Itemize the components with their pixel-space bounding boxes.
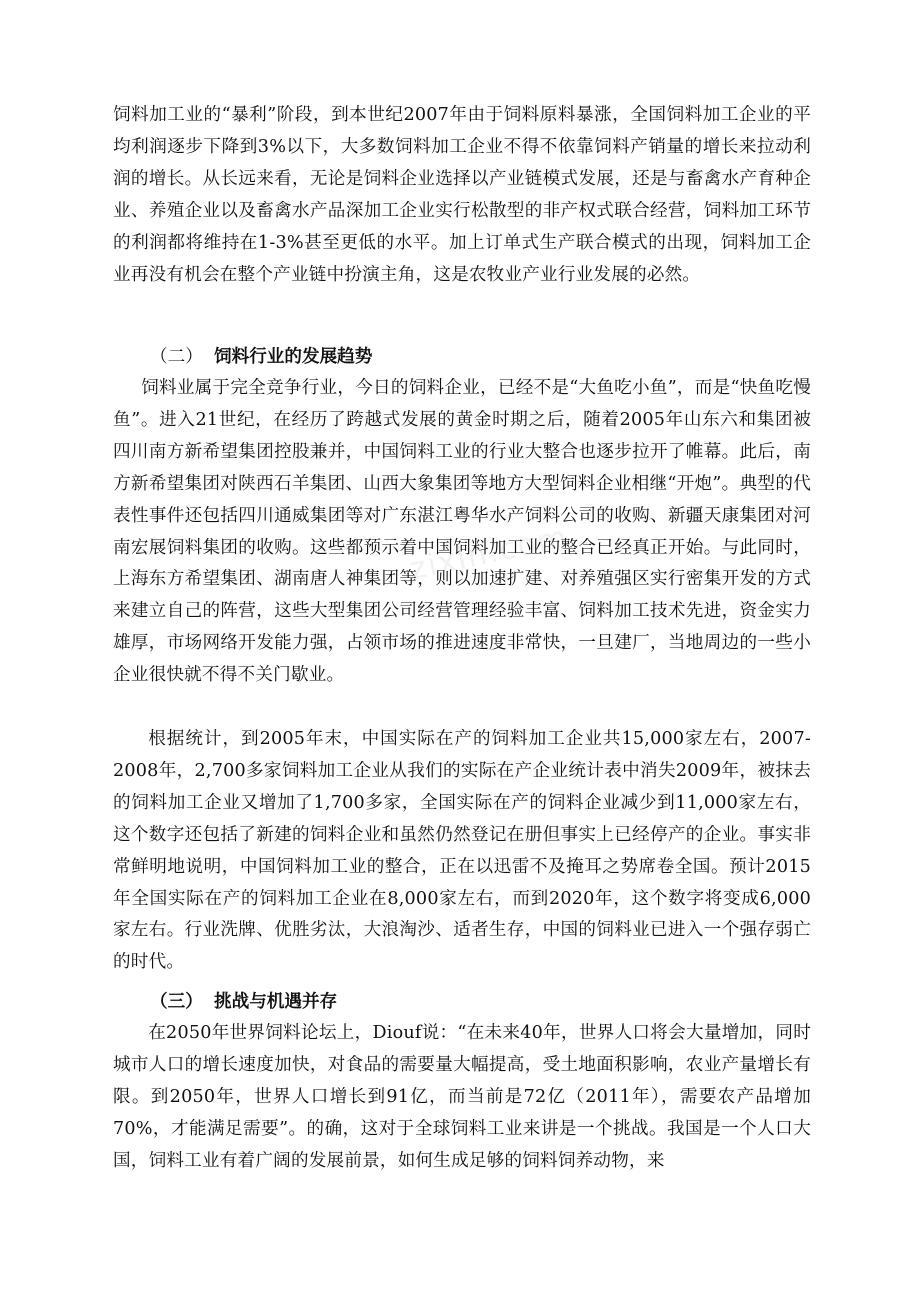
paragraph-continuation: 饲料加工业的“暴利”阶段，到本世纪2007年由于饲料原料暴涨，全国饲料加工企业的平均利润逐步下降到3%以下，大多数饲料加工企业不得不依靠饲料产销量的增长来拉动利润的增长。从长远来看，无论是饲料企业选择以产业链模式发展，还是与畜禽水产育种企业、养殖企业以及畜禽水产品深加工企业实行松散型的非产权式联合经营，饲料加工环节的利润都将维持在1-3%甚至更低的水平。加上订单式生产联合模式的出现，饲料加工企业再没有机会在整个产业链中扮演主角，这是农牧业产业行业发展的必然。 xyxy=(113,105,811,285)
section-title-3: 挑战与机遇并存 xyxy=(214,991,338,1012)
section-heading-2 xyxy=(150,341,372,374)
watermark-logo: zixin.com xyxy=(407,519,572,588)
section-number-3: （三） xyxy=(150,991,203,1012)
section-heading-3 xyxy=(150,986,337,1018)
section3-paragraph-1: 在2050年世界饲料论坛上，Diouf说：“在未来40年，世界人口将会大量增加，同时城市人口的增长速度加快，对食品的需要量大幅提高，受土地面积影响，农业产量增长有限。到2050年，世界人口增长到91亿，而当前是72亿（2011年），需要农产品增加70%，才能满足需要”。的确，这对于全球饲料工业来讲是一个挑战。我国是一个人口大国，饲料工业有着广阔的发展前景，如何生成足够的饲料饲养动物，来 xyxy=(113,1023,811,1171)
section-title-2: 饲料行业的发展趋势 xyxy=(214,346,373,367)
section2-paragraph-2: 根据统计，到2005年末，中国实际在产的饲料加工企业共15,000家左右，2007-2008年，2,700多家饲料加工企业从我们的实际在产企业统计表中消失2009年，被抹去的饲料加工企业又增加了1,700多家，全国实际在产的饲料企业减少到11,000家左右，这个数字还包括了新建的饲料企业和虽然仍然登记在册但事实上已经停产的企业。事实非常鲜明地说明，中国饲料加工业的整合，正在以迅雷不及掩耳之势席卷全国。预计2015年全国实际在产的饲料加工企业在8,000家左右，而到2020年，这个数字将变成6,000家左右。行业洗牌、优胜劣汰，大浪淘沙、适者生存，中国的饲料业已进入一个强存弱亡的时代。 xyxy=(113,729,811,973)
section2-paragraph-1: 饲料业属于完全竞争行业，今日的饲料企业，已经不是“大鱼吃小鱼”，而是“快鱼吃慢鱼”。进入21世纪，在经历了跨越式发展的黄金时期之后，随着2005年山东六和集团被四川南方新希望集团控股兼并，中国饲料工业的行业大整合也逐步拉开了帷幕。此后，南方新希望集团对陕西石羊集团、山西大象集团等地方大型饲料企业相继“开炮”。典型的代表性事件还包括四川通威集团等对广东湛江粤华水产饲料公司的收购、新疆天康集团对河南宏展饲料集团的收购。这些都预示着中国饲料加工业的整合已经真正开始。与此同时，上海东方希望集团、湖南唐人神集团等，则以加速扩建、对养殖强区实行密集开发的方式来建立自己的阵营，这些大型集团公司经营管理经验丰富、饲料加工技术先进，资金实力雄厚，市场网络开发能力强，占领市场的推进速度非常快，一旦建厂，当地周边的一些小企业很快就不得不关门歇业。 xyxy=(113,378,811,686)
section-number-2: （二） xyxy=(150,347,203,367)
